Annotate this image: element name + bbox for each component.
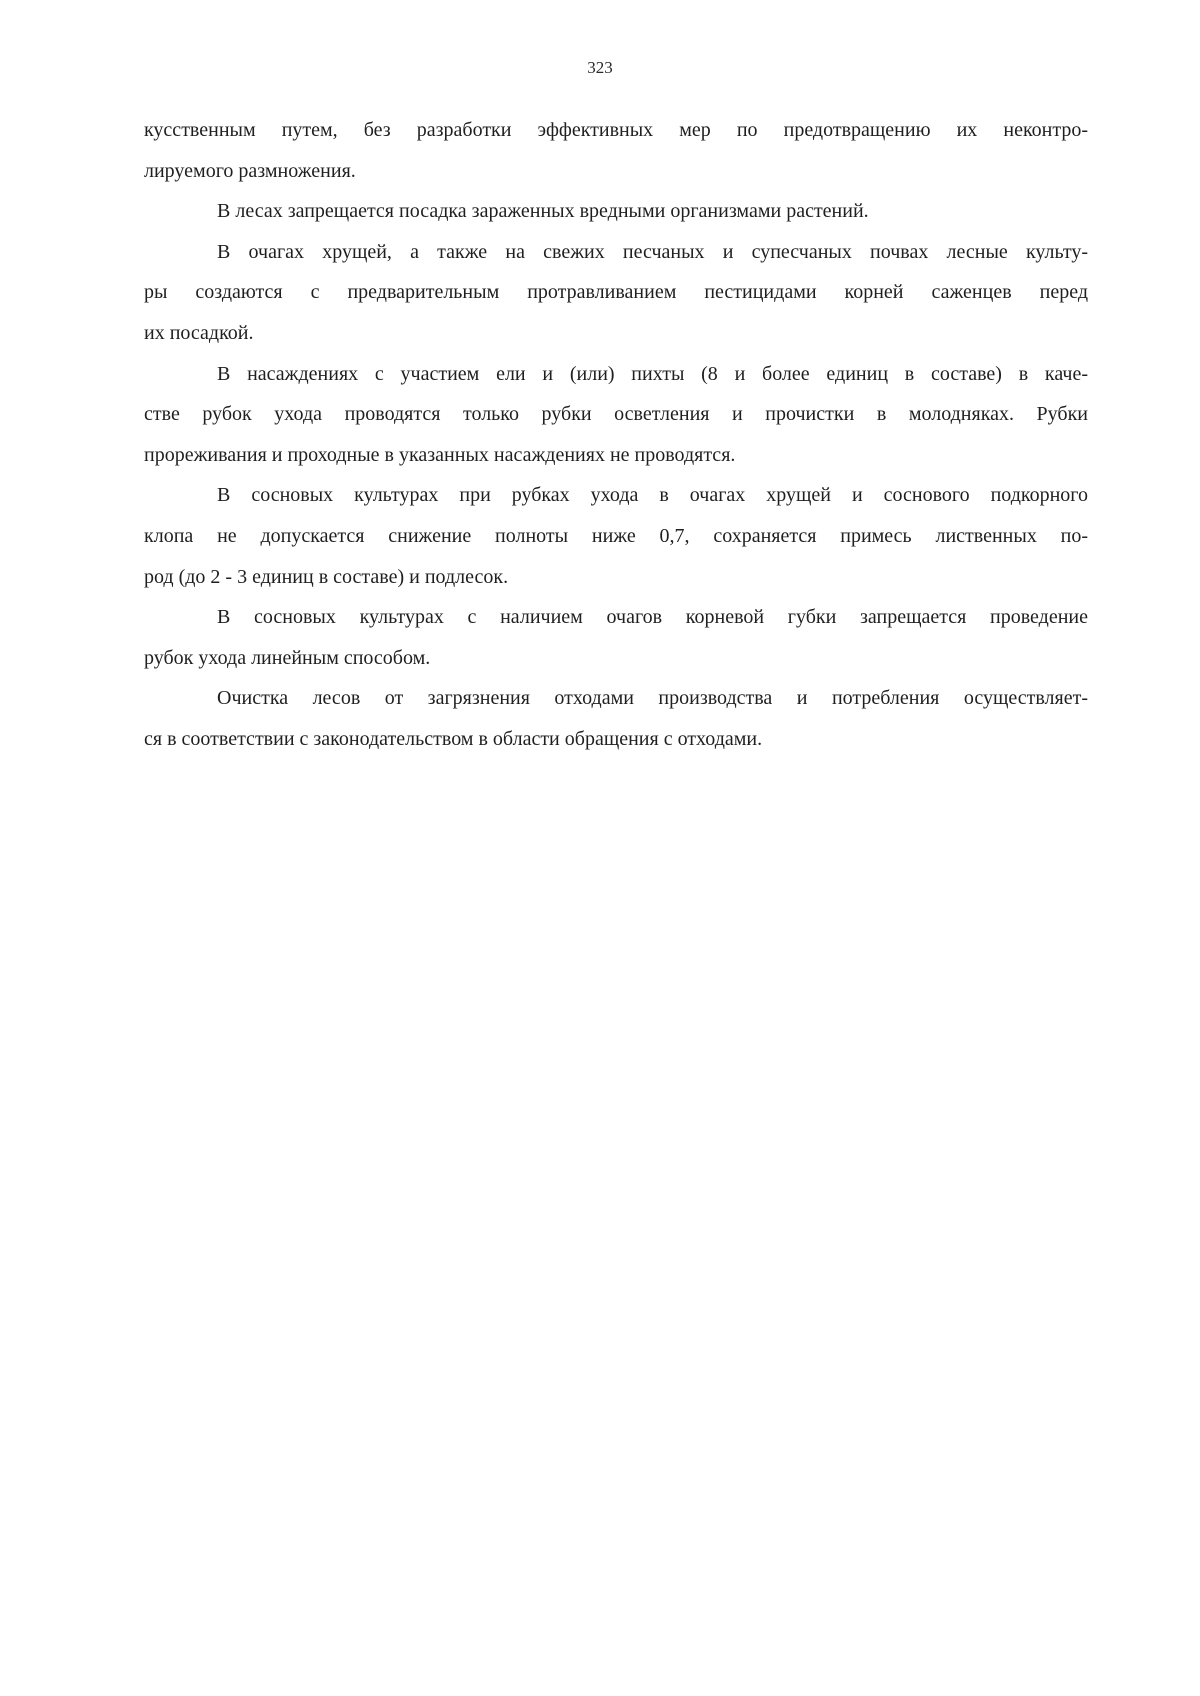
text-line: рубок ухода линейным способом. — [144, 646, 431, 669]
text-line: В лесах запрещается посадка зараженных вредными организмами растений. — [217, 200, 869, 223]
text-line: лируемого размножения. — [144, 159, 356, 182]
page-number: 323 — [587, 58, 613, 77]
text-line: клопа не допускается снижение полноты ниже 0,7, сохраняется примесь лиственных по- — [144, 524, 1088, 547]
text-line: В очагах хрущей, а также на свежих песчаных и супесчаных почвах лесные культу- — [217, 240, 1088, 263]
body-text — [144, 110, 1088, 760]
text-line: В сосновых культурах с наличием очагов корневой губки запрещается проведение — [217, 606, 1088, 629]
text-line: ся в соответствии с законодательством в области обращения с отходами. — [144, 727, 763, 750]
text-line: В сосновых культурах при рубках ухода в очагах хрущей и соснового подкорного — [217, 484, 1088, 507]
text-line: ры создаются с предварительным протравливанием пестицидами корней саженцев перед — [144, 281, 1088, 304]
text-line: род (до 2 - 3 единиц в составе) и подлесок. — [144, 565, 509, 588]
text-line: их посадкой. — [144, 321, 254, 344]
text-line: стве рубок ухода проводятся только рубки осветления и прочистки в молодняках. Рубки — [144, 403, 1088, 426]
text-line: прореживания и проходные в указанных насаждениях не проводятся. — [144, 443, 736, 466]
text-line: Очистка лесов от загрязнения отходами производства и потребления осуществляет- — [217, 687, 1088, 710]
text-line: В насаждениях с участием ели и (или) пихты (8 и более единиц в составе) в каче- — [217, 362, 1088, 385]
text-line: кусственным путем, без разработки эффективных мер по предотвращению их неконтро- — [144, 119, 1088, 141]
